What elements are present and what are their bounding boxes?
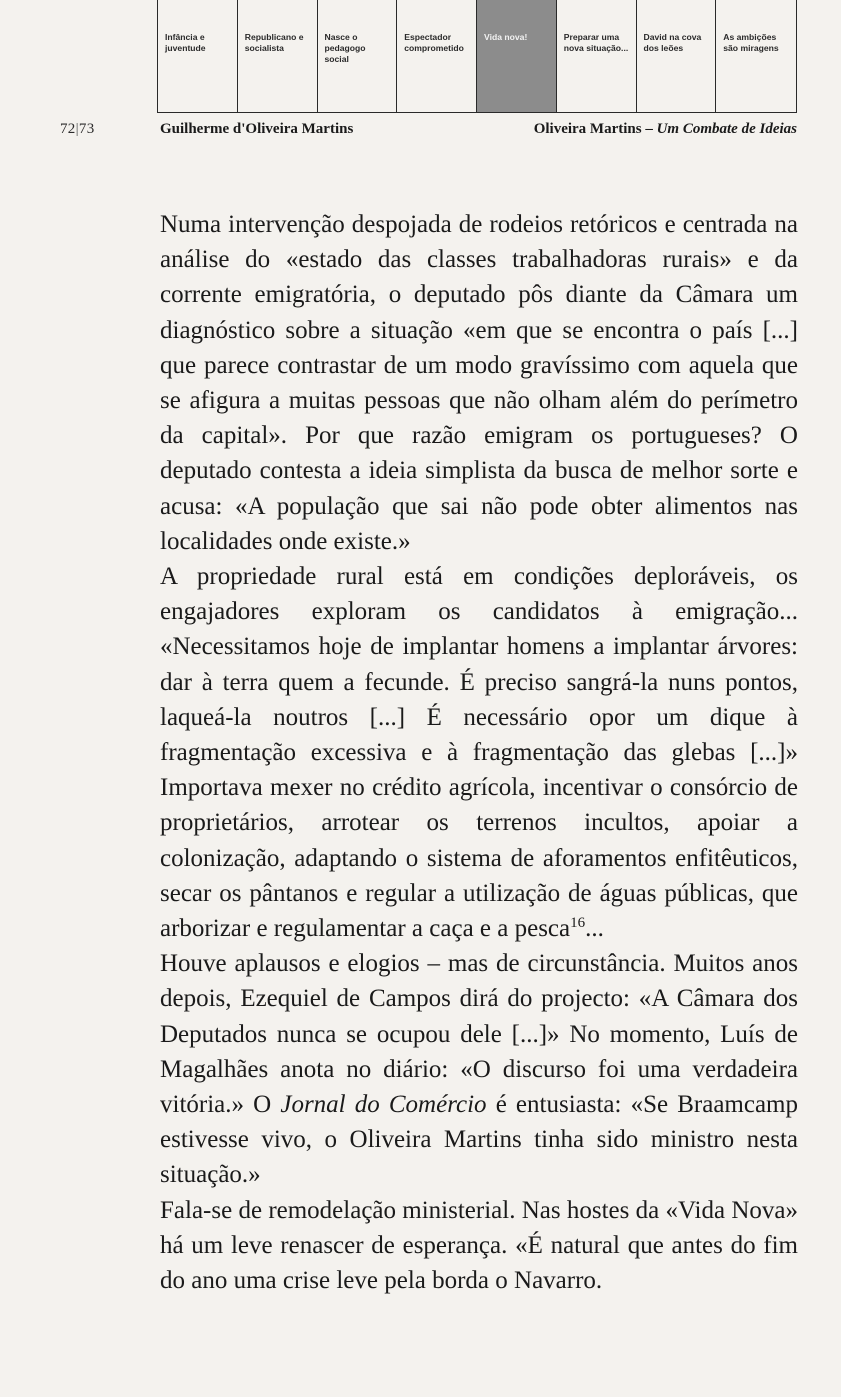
chapter-tab-ambicoes[interactable]: As ambições são miragens xyxy=(723,32,779,53)
paragraph-3-rest: é entusiasta: «Se Braamcamp estivesse vivo, o Oliveira Martins tinha sido ministro nesta situação.» xyxy=(160,1091,798,1189)
running-head xyxy=(0,121,841,141)
chapter-tab-nasce[interactable]: Nasce o pedagogo social xyxy=(318,0,398,112)
paragraph-3 xyxy=(160,946,798,1192)
page-number-right: 73 xyxy=(78,121,95,137)
paragraph-3-text: Houve aplausos e elogios – mas de circunstância. Muitos anos depois, Ezequiel de Campos dirá do projecto: «A Câmara dos Deputados nunca se ocupou dele [...]» No momento, Luís de Magalhães anota no diário: «O discurso foi uma verdadeira vitória.» O xyxy=(160,950,798,1119)
journal-title: Jornal do Comércio xyxy=(280,1091,487,1119)
book-title xyxy=(534,121,797,138)
page-number-left: 72 xyxy=(60,121,76,137)
paragraph-2-tail: ... xyxy=(585,915,604,943)
body-text xyxy=(160,207,798,1298)
book-title-main: Oliveira Martins – xyxy=(533,121,657,137)
footnote-marker[interactable]: 16 xyxy=(570,915,586,932)
chapter-tab-vida-nova[interactable]: Vida nova! xyxy=(477,0,557,112)
paragraph-4: Fala-se de remodelação ministerial. Nas hostes da «Vida Nova» há um leve renascer de esperança. «É natural que antes do fim do ano uma crise leve pela borda o Navarro. xyxy=(160,1196,798,1295)
book-title-italic: Um Combate de Ideias xyxy=(656,121,797,137)
chapter-tab-preparar[interactable]: Preparar uma nova situação... xyxy=(557,0,637,112)
chapter-tab-infancia[interactable]: Infância e juventude xyxy=(158,0,238,112)
paragraph-2 xyxy=(160,559,798,946)
page-numbers xyxy=(60,121,95,138)
author-name: Guilherme d'Oliveira Martins xyxy=(160,121,354,137)
chapter-tab-republicano[interactable]: Republicano e socialista xyxy=(238,0,318,112)
paragraph-2-text: A propriedade rural está em condições deploráveis, os engajadores exploram os candidatos à emigração... «Necessitamos hoje de implantar homens a implantar árvores: dar à terra quem a fecunde. É preciso sangrá-la nuns pontos, laqueá-la noutros [...] É necessário opor um dique à fragmentação excessiva e à fragmentação das glebas [...]» Importava mexer no crédito agrícola, incentivar o consórcio de proprietários, arrotear os terrenos incultos, apoiar a colonização, adaptando o sistema de aforamentos enfitêuticos, secar os pântanos e regular a utilização de águas públicas, que arborizar e regulamentar a caça e a pesca xyxy=(160,563,798,943)
chapter-tabs xyxy=(157,0,797,113)
paragraph-1: Numa intervenção despojada de rodeios retóricos e centrada na análise do «estado das classes trabalhadoras rurais» e da corrente emigratória, o deputado pôs diante da Câmara um diagnóstico sobre a situação «em que se encontra o país [...] que parece contrastar de um modo gravíssimo com aquela que se afigura a muitas pessoas que não olham além do perímetro da capital». Por que razão emigram os portugueses? O deputado contesta a ideia simplista da busca de melhor sorte e acusa: «A população que sai não pode obter alimentos nas localidades onde existe.» xyxy=(160,211,798,555)
chapter-tab-espectador[interactable]: Espectador comprometido xyxy=(397,0,477,112)
chapter-tab-david[interactable]: David na cova dos leões xyxy=(637,0,717,112)
page-separator: | xyxy=(75,121,79,137)
